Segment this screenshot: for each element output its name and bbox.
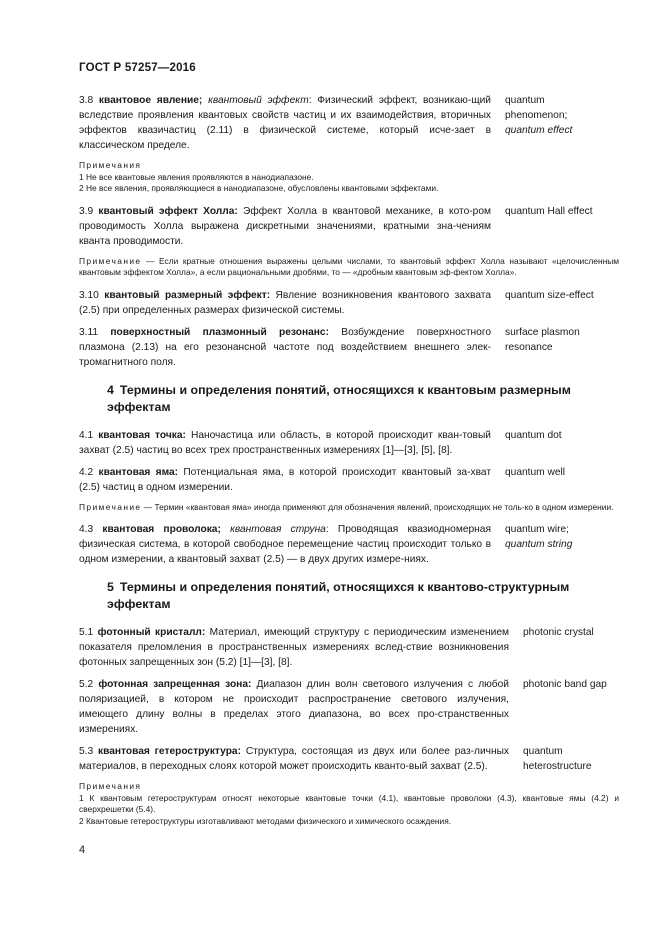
term-entry-5-1 [79,625,619,670]
term-name: квантовая проволока; [102,524,221,535]
term-name: квантовая точка: [98,429,186,441]
term-definition: 3.10 квантовый размерный эффект: Явление возникновения квантового захвата (2.5) при определенных размерах физической системы. [79,289,491,316]
term-definition: 5.1 фотонный кристалл: Материал, имеющий структуру с периодическим изменением показателя преломления в пространственных измерениях вслед-ствие возникновения фотонных запрещенных зон (5.2) [1]—[3], [8]. [79,627,509,668]
term-definition: 3.9 квантовый эффект Холла: Эффект Холла в квантовой механике, в кото-ром проводимость Холла выражена дискретными значениями, кратными зна-чениям кванта проводимости. [79,205,491,247]
term-definition: 4.3 квантовая проволока; квантовая струна: Проводящая квазиодномерная физическая система, в которой свободное перемещение частиц происходит только в одном измерении, а квантовый захват (2.5) — в двух других измере-ниях. [79,524,491,565]
note-3-9: Примечание — Если кратные отношения выражены целыми числами, то квантовый эффект Холла называют «целочисленным квантовым эффектом Холла», а если рациональными дробями, то — «дробным квантовым эф-фектом Холла». [79,255,619,277]
term-entry-4-1 [79,428,619,458]
note-5-3: Примечания 1 К квантовым гетероструктурам относят некоторые квантовые точки (4.1), квантовые проволоки (4.3), квантовые ямы (4.2) и сверхрешетки (5.4). 2 Квантовые гетероструктуры изготавливают методами физического и химического осаждения. [79,781,619,826]
english-equivalent: quantum size-effect [505,289,594,301]
term-entry-3-11 [79,325,619,370]
note-4-2: Примечание — Термин «квантовая яма» иногда применяют для обозначения явлений, происходящих не толь-ко в одном измерении. [79,501,614,512]
term-entry-4-2 [79,465,619,495]
term-synonym: квантовая струна [230,524,326,535]
term-definition: 5.3 квантовая гетероструктура: Структура, состоящая из двух или более раз-личных материалов, в переходных слоях которой может происходить кванто-вый захват (2.5). [79,746,509,772]
note-3-8: Примечания 1 Не все квантовые явления проявляются в нанодиапазоне. 2 Не все явления, проявляющиеся в нанодиапазоне, обусловлены квантовыми эффектами. [79,160,439,193]
term-entry-3-10 [79,288,619,318]
section-heading-4: 4 Термины и определения понятий, относящихся к квантовым размерным эффектам [107,382,571,414]
term-entry-5-3 [79,744,619,774]
term-entry-3-9 [79,204,619,249]
term-definition: 3.11 поверхностный плазмонный резонанс: Возбуждение поверхностного плазмона (2.13) на его резонансной частоте под воздействием внешнего элек-тромагнитного поля. [79,326,491,368]
page-number: 4 [79,844,86,856]
term-entry-4-3 [79,522,619,567]
section-heading-5: 5 Термины и определения понятий, относящихся к квантово-структурным эффектам [107,580,570,611]
term-definition: 3.8 квантовое явление; квантовый эффект: Физический эффект, возникаю-щий вследствие проявления квантовых свойств частиц и их взаимодействия, вторичных эффектов квазичастиц (2.11) в физической системе, который исче-зает в классическом пределе. [79,95,491,151]
term-name: квантовая яма: [98,466,179,478]
term-name: поверхностный плазмонный резонанс: [110,326,329,338]
english-equivalent: quantum Hall effect [505,205,593,217]
english-equivalent: quantum wire; quantum string [505,524,573,550]
english-equivalent: photonic band gap [523,679,607,690]
term-name: квантовое явление; [98,95,203,106]
term-definition: 4.1 квантовая точка: Наночастица или область, в которой происходит кван-товый захват (2.5) частиц во всех трех пространственных измерениях [1]—[3], [5], [8]. [79,429,491,456]
english-equivalent: quantum well [505,466,566,478]
english-equivalent: quantum phenomenon; quantum effect [505,95,573,136]
term-definition: 5.2 фотонная запрещенная зона: Диапазон длин волн светового излучения с любой поляризацией, в котором не происходит распространение светового излучения, имеющего длину волны в пределах этого диапазона, во всех про-странственных измерениях. [79,679,509,735]
term-name: фотонный кристалл: [97,627,206,638]
term-definition: 4.2 квантовая яма: Потенциальная яма, в которой происходит квантовый за-хват (2.5) частиц в одном измерении. [79,466,491,493]
term-name: фотонная запрещенная зона: [98,679,252,690]
term-entry-5-2 [79,677,619,737]
term-name: квантовая гетероструктура: [98,746,241,757]
english-equivalent: surface plasmon resonance [505,326,580,353]
document-body [79,93,619,836]
english-equivalent: photonic crystal [523,627,594,638]
term-synonym: квантовый эффект [208,95,309,106]
document-header: ГОСТ Р 57257—2016 [79,62,196,74]
term-name: квантовый эффект Холла: [98,205,238,217]
english-equivalent: quantum dot [505,429,562,441]
term-name: квантовый размерный эффект: [104,289,271,301]
term-entry-3-8 [79,93,619,153]
english-equivalent: quantum heterostructure [523,746,592,772]
